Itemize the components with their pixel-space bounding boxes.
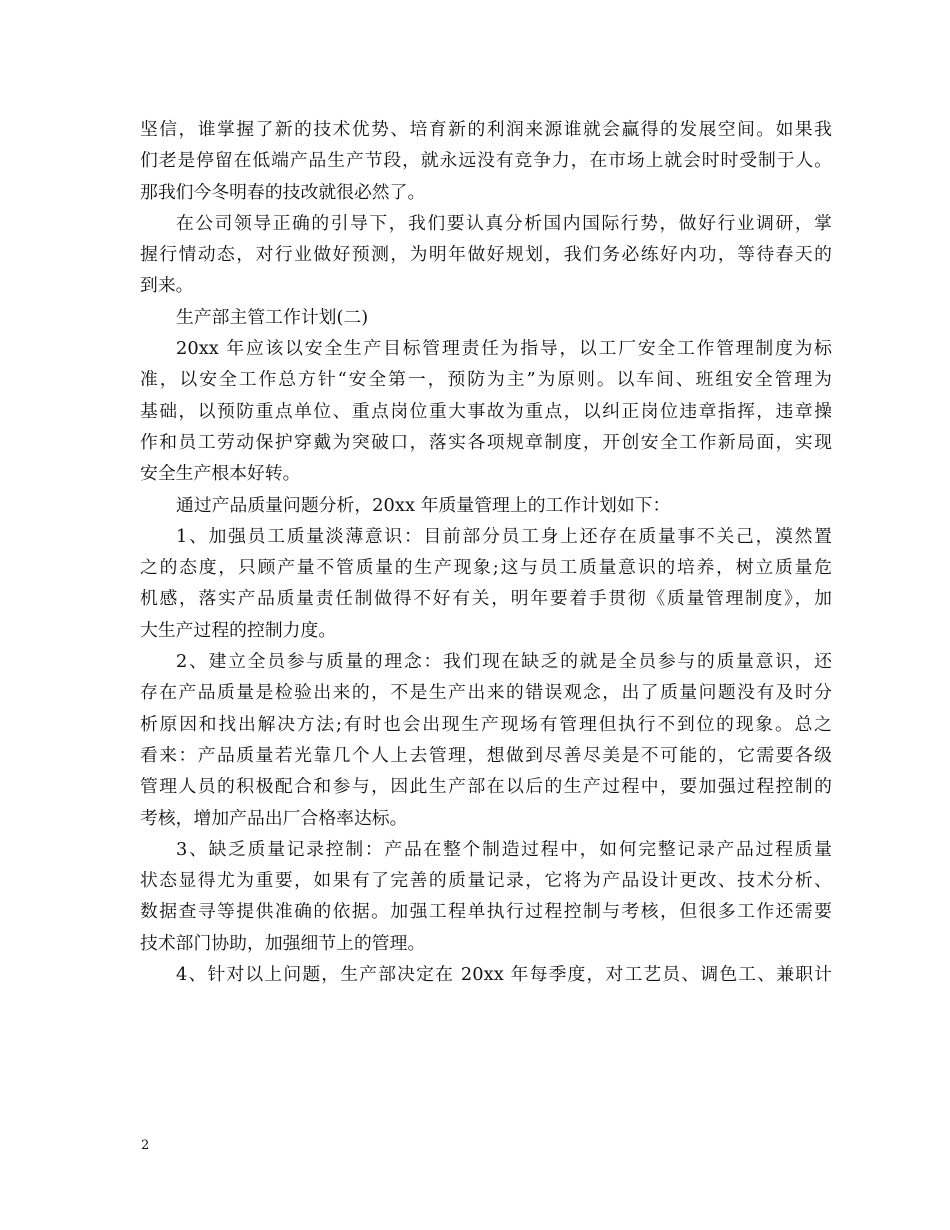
text-line: 基础，以预防重点单位、重点岗位重大事故为重点，以纠正岗位违章指挥，违章操 [140,400,832,422]
paragraph-first-line: 通过产品质量问题分析，20xx 年质量管理上的工作计划如下： [176,494,671,516]
text-line: 存在产品质量是检验出来的，不是生产出来的错误观念，出了质量问题没有及时分 [140,682,832,704]
section-heading: 生产部主管工作计划(二) [176,306,369,328]
text-line: 机感，落实产品质量责任制做得不好有关，明年要着手贯彻《质量管理制度》，加 [140,588,832,610]
body-text [140,114,832,990]
list-item-3-first-line: 3、缺乏质量记录控制：产品在整个制造过程中，如何完整记录产品过程质量 [176,838,832,860]
text-line: 数据查寻等提供准确的依据。加强工程单执行过程控制与考核，但很多工作还需要 [140,901,832,923]
text-line: 技术部门协助，加强细节上的管理。 [140,932,426,954]
text-line: 们老是停留在低端产品生产节段，就永远没有竞争力，在市场上就会时时受制于人。 [140,150,832,172]
list-item-1-first-line: 1、加强员工质量淡薄意识：目前部分员工身上还存在质量事不关己，漠然置 [176,525,832,547]
paragraph-first-line: 在公司领导正确的引导下，我们要认真分析国内国际行势，做好行业调研，掌 [176,212,832,234]
paragraph-first-line: 20xx 年应该以安全生产目标管理责任为指导，以工厂安全工作管理制度为标 [176,338,832,360]
text-line: 握行情动态，对行业做好预测，为明年做好规划，我们务必练好内功，等待春天的 [140,244,832,266]
text-line: 大生产过程的控制力度。 [140,619,337,641]
text-line: 坚信，谁掌握了新的技术优势、培育新的利润来源谁就会赢得的发展空间。如果我 [140,119,832,140]
text-line: 到来。 [140,275,194,297]
text-line: 状态显得尤为重要，如果有了完善的质量记录，它将为产品设计更改、技术分析、 [140,870,832,892]
list-item-4-first-line: 4、针对以上问题，生产部决定在 20xx 年每季度，对工艺员、调色工、兼职计 [176,964,832,986]
text-line: 考核，增加产品出厂合格率达标。 [140,807,408,829]
text-line: 析原因和找出解决方法;有时也会出现生产现场有管理但执行不到位的现象。总之 [140,713,832,735]
list-item-2-first-line: 2、建立全员参与质量的理念：我们现在缺乏的就是全员参与的质量意识，还 [176,651,832,673]
text-line: 之的态度，只顾产量不管质量的生产现象;这与员工质量意识的培养，树立质量危 [140,557,832,579]
text-line: 安全生产根本好转。 [140,463,301,485]
text-line: 管理人员的积极配合和参与，因此生产部在以后的生产过程中，要加强过程控制的 [140,776,832,798]
text-line: 作和员工劳动保护穿戴为突破口，落实各项规章制度，开创安全工作新局面，实现 [140,431,832,453]
page-number: 2 [141,1138,150,1153]
text-line: 那我们今冬明春的技改就很必然了。 [140,181,426,203]
text-line: 看来：产品质量若光靠几个人上去管理，想做到尽善尽美是不可能的，它需要各级 [140,744,832,766]
text-line: 准，以安全工作总方针“安全第一，预防为主”为原则。以车间、班组安全管理为 [140,369,832,391]
